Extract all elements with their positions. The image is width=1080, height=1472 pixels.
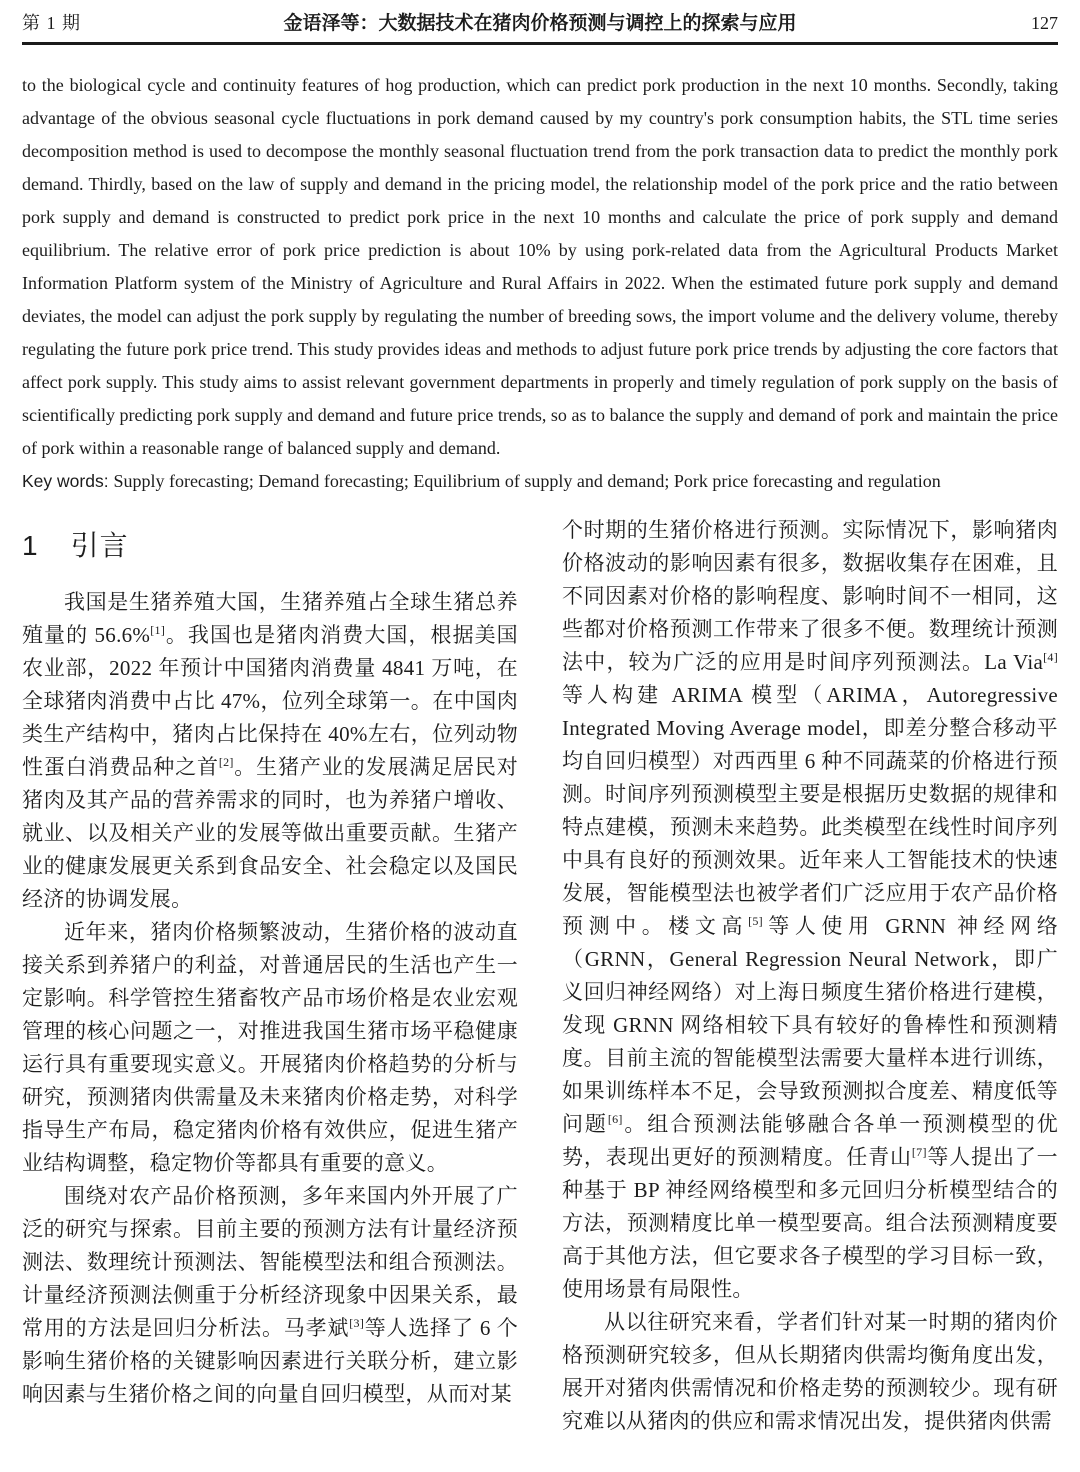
header-page-number: 127 bbox=[1031, 13, 1058, 33]
paragraph: 个时期的生猪价格进行预测。实际情况下，影响猪肉价格波动的影响因素有很多，数据收集存在困难，且不同因素对价格的影响程度、影响时间不一相同，这些都对价格预测工作带来了很多不便。数理统计预测法中，较为广泛的应用是时间序列预测法。La Via[4]等人构建 ARIMA 模型（ARIMA，Autoregressive Integrated Moving Average model，即差分整合移动平均自回归模型）对西西里 6 种不同蔬菜的价格进行预测。时间序列预测模型主要是根据历史数据的规律和特点建模，预测未来趋势。此类模型在线性时间序列中具有良好的预测效果。近年来人工智能技术的快速发展，智能模型法也被学者们广泛应用于农产品价格预测中。楼文高[5]等人使用 GRNN 神经网络（GRNN，General Regression Neural Network，即广义回归神经网络）对上海日频度生猪价格进行建模，发现 GRNN 网络相较下具有较好的鲁棒性和预测精度。目前主流的智能模型法需要大量样本进行训练，如果训练样本不足，会导致预测拟合度差、精度低等问题[6]。组合预测法能够融合各单一预测模型的优势，表现出更好的预测精度。任青山[7]等人提出了一种基于 BP 神经网络模型和多元回归分析模型结合的方法，预测精度比单一模型要高。组合法预测精度要高于其他方法，但它要求各子模型的学习目标一致，使用场景有局限性。 bbox=[562, 518, 1058, 1301]
section-title: 引言 bbox=[70, 530, 129, 561]
header-title: 金语泽等：大数据技术在猪肉价格预测与调控上的探索与应用 bbox=[283, 13, 797, 34]
keywords-label: Key words: bbox=[22, 471, 114, 491]
abstract-text: to the biological cycle and continuity features of hog production, which can predict pork production in the next 10 months. Secondly, taking advantage of the obvious seasonal cycle fluctuations in pork demand caused by my country's pork consumption habits, the STL time series decomposition method is used to decompose the monthly seasonal fluctuation trend from the pork transaction data to predict the monthly pork demand. Thirdly, based on the law of supply and demand in the pricing model, the relationship model of the pork price and the ratio between pork supply and demand is constructed to predict pork price in the next 10 months and calculate the price of pork supply and demand equilibrium. The relative error of pork price prediction is about 10% by using pork-related data from the Agricultural Products Market Information Platform system of the Ministry of Agriculture and Rural Affairs in 2022. When the estimated future pork supply and demand deviates, the model can adjust the pork supply by regulating the number of breeding sows, the import volume and the delivery volume, thereby regulating the future pork price trend. This study provides ideas and methods to adjust future pork price trends by adjusting the core factors that affect pork supply. This study aims to assist relevant government departments in properly and timely regulation of pork supply on the basis of scientifically predicting pork supply and demand and future price trends, so as to balance the supply and demand of pork and maintain the price of pork within a reasonable range of balanced supply and demand. bbox=[22, 75, 1058, 458]
abstract-section bbox=[22, 69, 1058, 498]
header-issue: 第 1 期 bbox=[22, 13, 81, 33]
paragraph: 从以往研究来看，学者们针对某一时期的猪肉价格预测研究较多，但从长期猪肉供需均衡角度出发，展开对猪肉供需情况和价格走势的预测较少。现有研究难以从猪肉的供应和需求情况出发，提供猪肉供需 bbox=[562, 1310, 1058, 1433]
keywords-line bbox=[22, 465, 1058, 498]
paragraph: 近年来，猪肉价格频繁波动，生猪价格的波动直接关系到养猪户的利益，对普通居民的生活也产生一定影响。科学管控生猪畜牧产品市场价格是农业宏观管理的核心问题之一，对推进我国生猪市场平稳健康运行具有重要现实意义。开展猪肉价格趋势的分析与研究，预测猪肉供需量及未来猪肉价格走势，对科学指导生产布局，稳定猪肉价格有效供应，促进生猪产业结构调整，稳定物价等都具有重要的意义。 bbox=[22, 920, 518, 1175]
right-column bbox=[562, 514, 1058, 1438]
section-heading bbox=[22, 524, 518, 564]
page-header bbox=[22, 6, 1058, 45]
content-columns bbox=[22, 514, 1058, 1438]
paragraph: 围绕对农产品价格预测，多年来国内外开展了广泛的研究与探索。目前主要的预测方法有计量经济预测法、数理统计预测法、智能模型法和组合预测法。计量经济预测法侧重于分析经济现象中因果关系，最常用的方法是回归分析法。马孝斌[3]等人选择了 6 个影响生猪价格的关键影响因素进行关联分析，建立影响因素与生猪价格之间的向量自回归模型，从而对某 bbox=[22, 1184, 519, 1406]
keywords-text: Supply forecasting; Demand forecasting; Equilibrium of supply and demand; Pork price forecasting and regulation bbox=[113, 471, 941, 491]
paragraph: 我国是生猪养殖大国，生猪养殖占全球生猪总养殖量的 56.6%[1]。我国也是猪肉消费大国，根据美国农业部，2022 年预计中国猪肉消费量 4841 万吨，在全球猪肉消费中占比 47%，位列全球第一。在中国肉类生产结构中，猪肉占比保持在 40%左右，位列动物性蛋白消费品种之首[2]。生猪产业的发展满足居民对猪肉及其产品的营养需求的同时，也为养猪户增收、就业、以及相关产业的发展等做出重要贡献。生猪产业的健康发展更关系到食品安全、社会稳定以及国民经济的协调发展。 bbox=[22, 590, 518, 911]
left-column bbox=[22, 514, 518, 1438]
section-number: 1 bbox=[22, 530, 39, 561]
